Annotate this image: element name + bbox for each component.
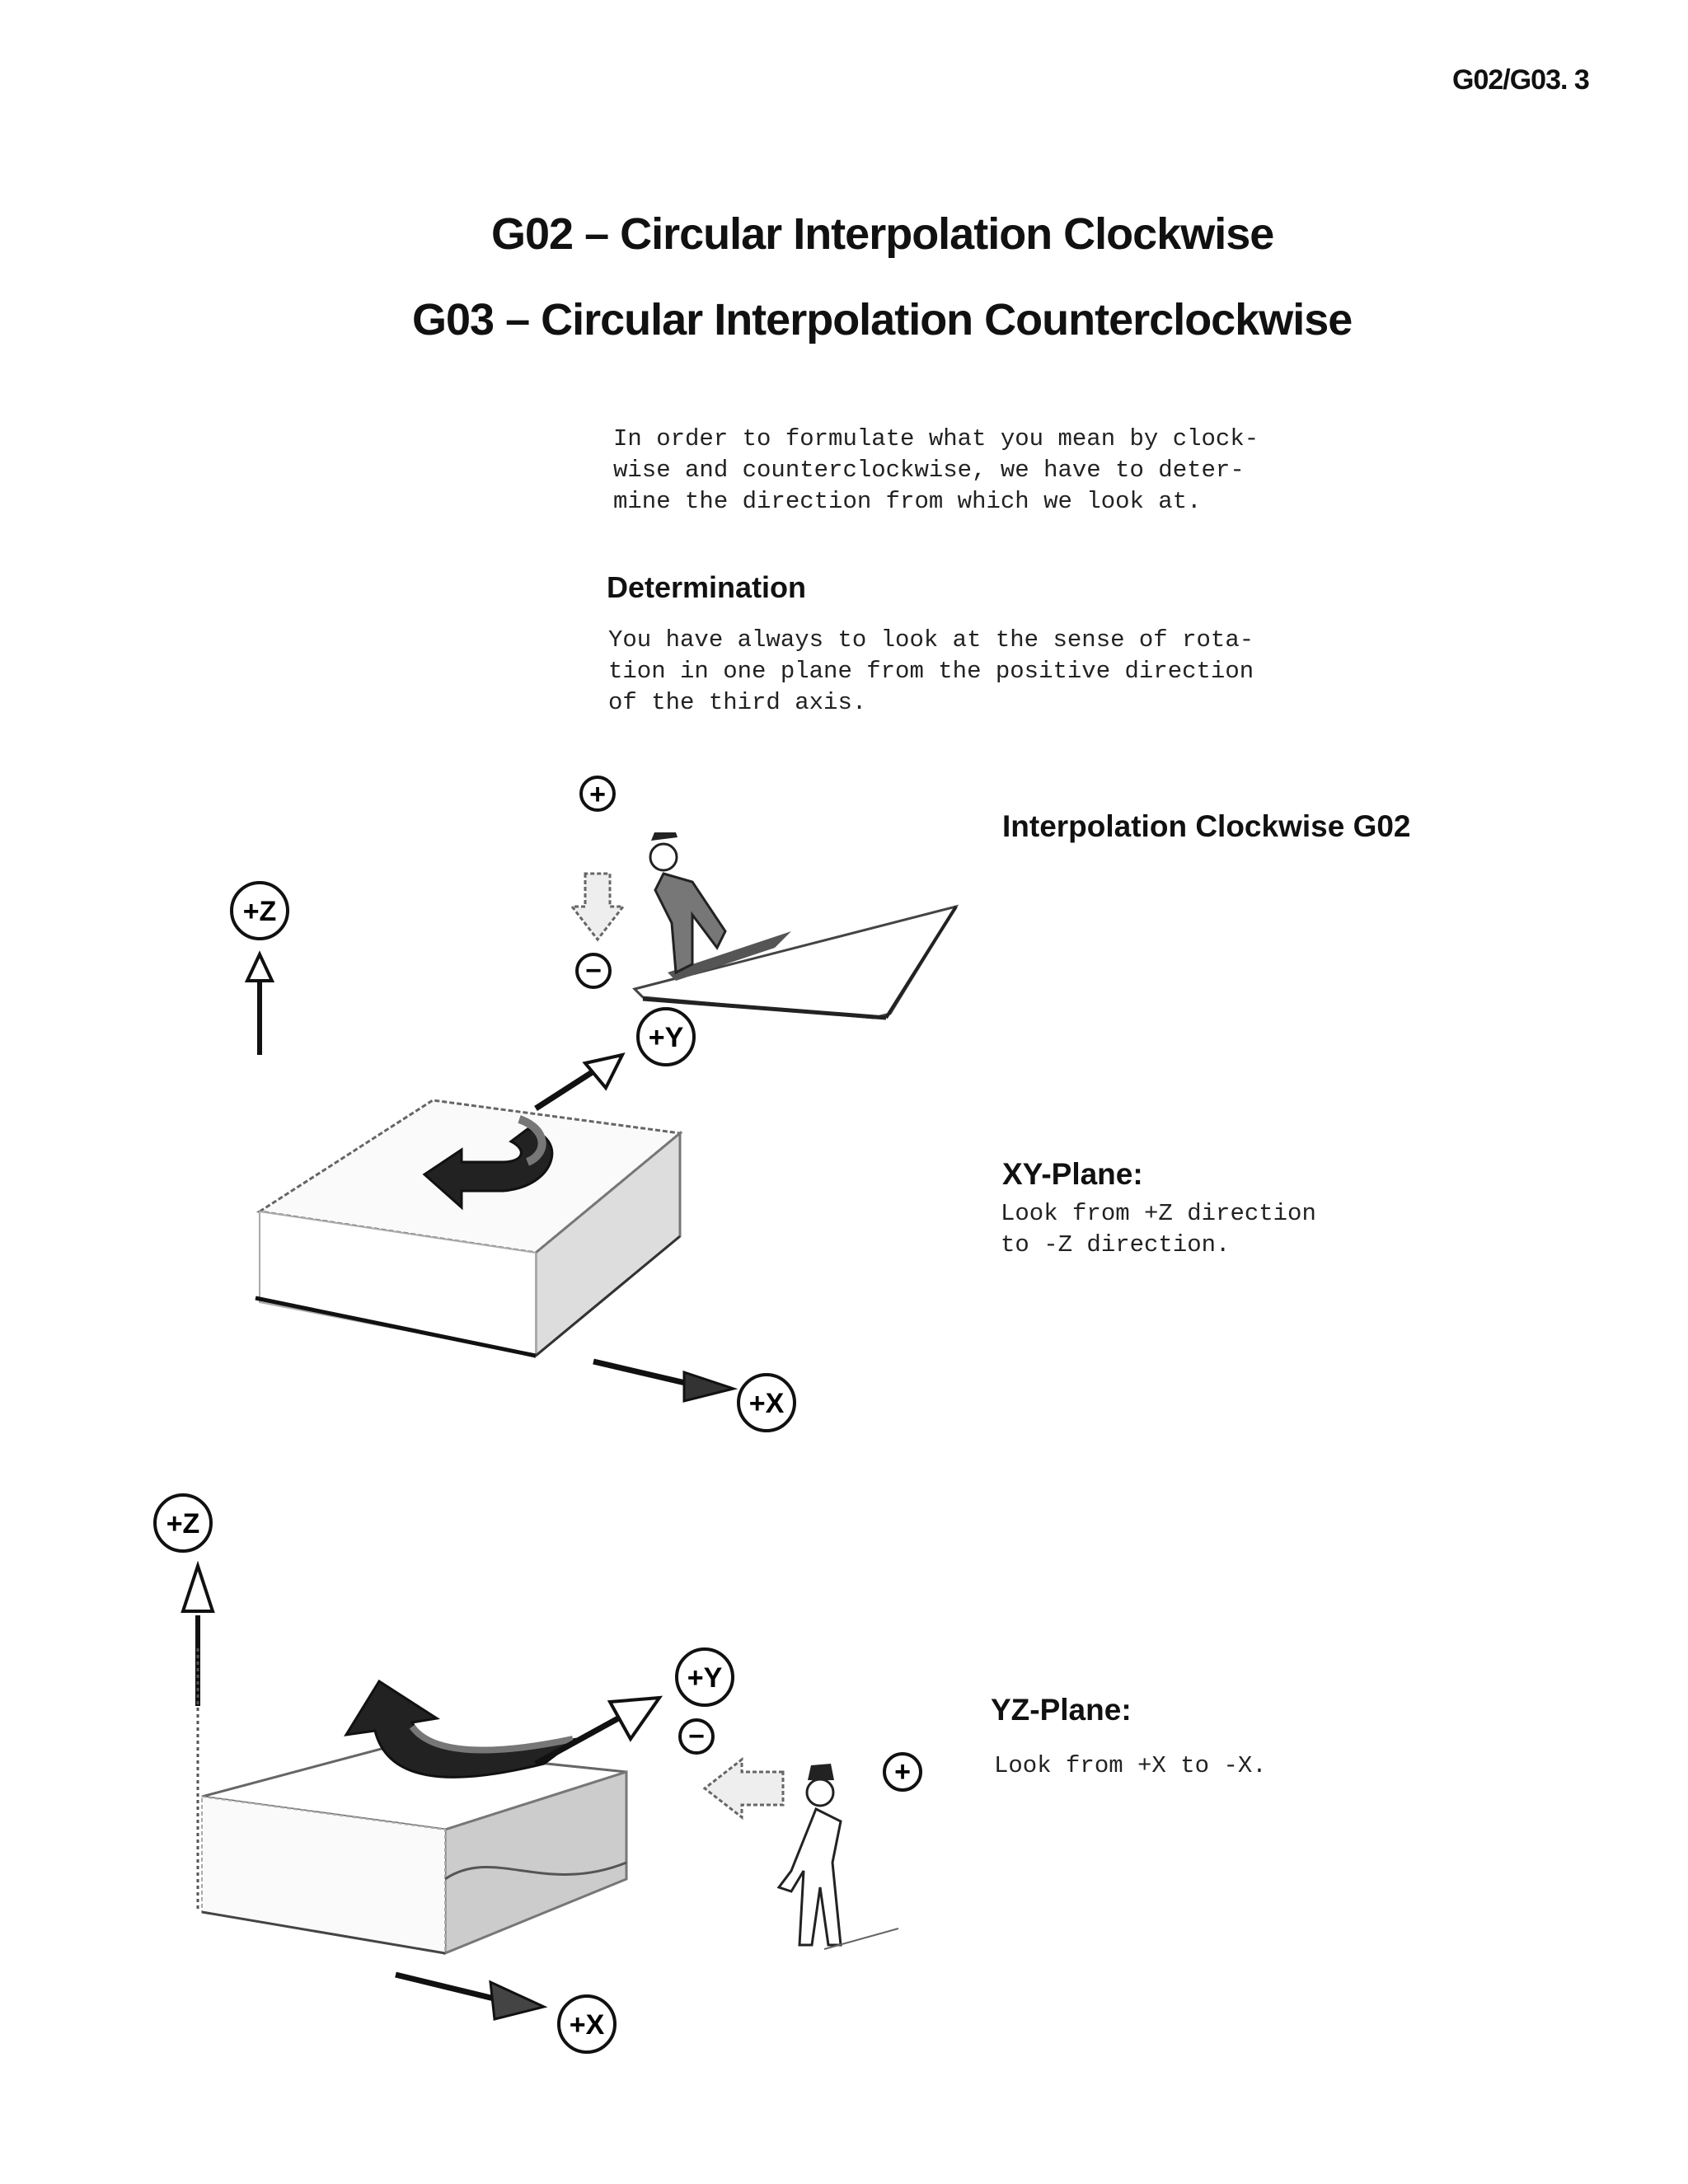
title-g03: G03 – Circular Interpolation Counterclockwise [412, 295, 1353, 344]
page-number: G02/G03. 3 [1452, 64, 1589, 96]
xy-x-axis [593, 1361, 795, 1431]
yz-plane-figure [140, 1483, 973, 2060]
yz-plane-text: Look from +X to -X. [994, 1752, 1267, 1779]
yz-plus-label: + [894, 1756, 911, 1788]
intro-paragraph: In order to formulate what you mean by clock- wise and counterclockwise, we have to deter- mine the direction from which we look at. [613, 425, 1259, 515]
xy-z-label: +Z [242, 896, 277, 927]
yz-x-label: +X [569, 2009, 605, 2041]
xy-view-direction [572, 777, 623, 987]
determination-heading: Determination [607, 570, 807, 604]
yz-view-direction [680, 1720, 921, 1817]
yz-z-label: +Z [166, 1508, 200, 1540]
title-g02: G02 – Circular Interpolation Clockwise [491, 209, 1274, 259]
yz-plane-heading: YZ-Plane: [991, 1693, 1132, 1727]
yz-x-axis [396, 1975, 615, 2052]
xy-plus-label: + [589, 779, 606, 810]
xy-viewer-figure [635, 832, 956, 1018]
xy-plane-figure [198, 758, 989, 1434]
yz-z-axis [155, 1495, 213, 1706]
determination-paragraph: You have always to look at the sense of rota- tion in one plane from the positive direction of the third axis. [608, 626, 1254, 716]
xy-y-axis [536, 1009, 694, 1108]
xy-y-label: +Y [648, 1022, 684, 1053]
xy-plane-text: Look from +Z direction to -Z direction. [1001, 1200, 1316, 1258]
xy-z-axis [232, 883, 288, 1055]
xy-workpiece-block [256, 1100, 680, 1356]
interpolation-clockwise-heading: Interpolation Clockwise G02 [1002, 809, 1411, 843]
xy-minus-label: − [585, 955, 602, 987]
yz-viewer-figure [779, 1764, 898, 1949]
yz-y-label: +Y [687, 1662, 723, 1694]
xy-plane-heading: XY-Plane: [1002, 1157, 1143, 1191]
yz-minus-label: − [688, 1721, 705, 1752]
yz-workpiece-block [198, 1648, 626, 1953]
xy-x-label: +X [748, 1388, 785, 1419]
